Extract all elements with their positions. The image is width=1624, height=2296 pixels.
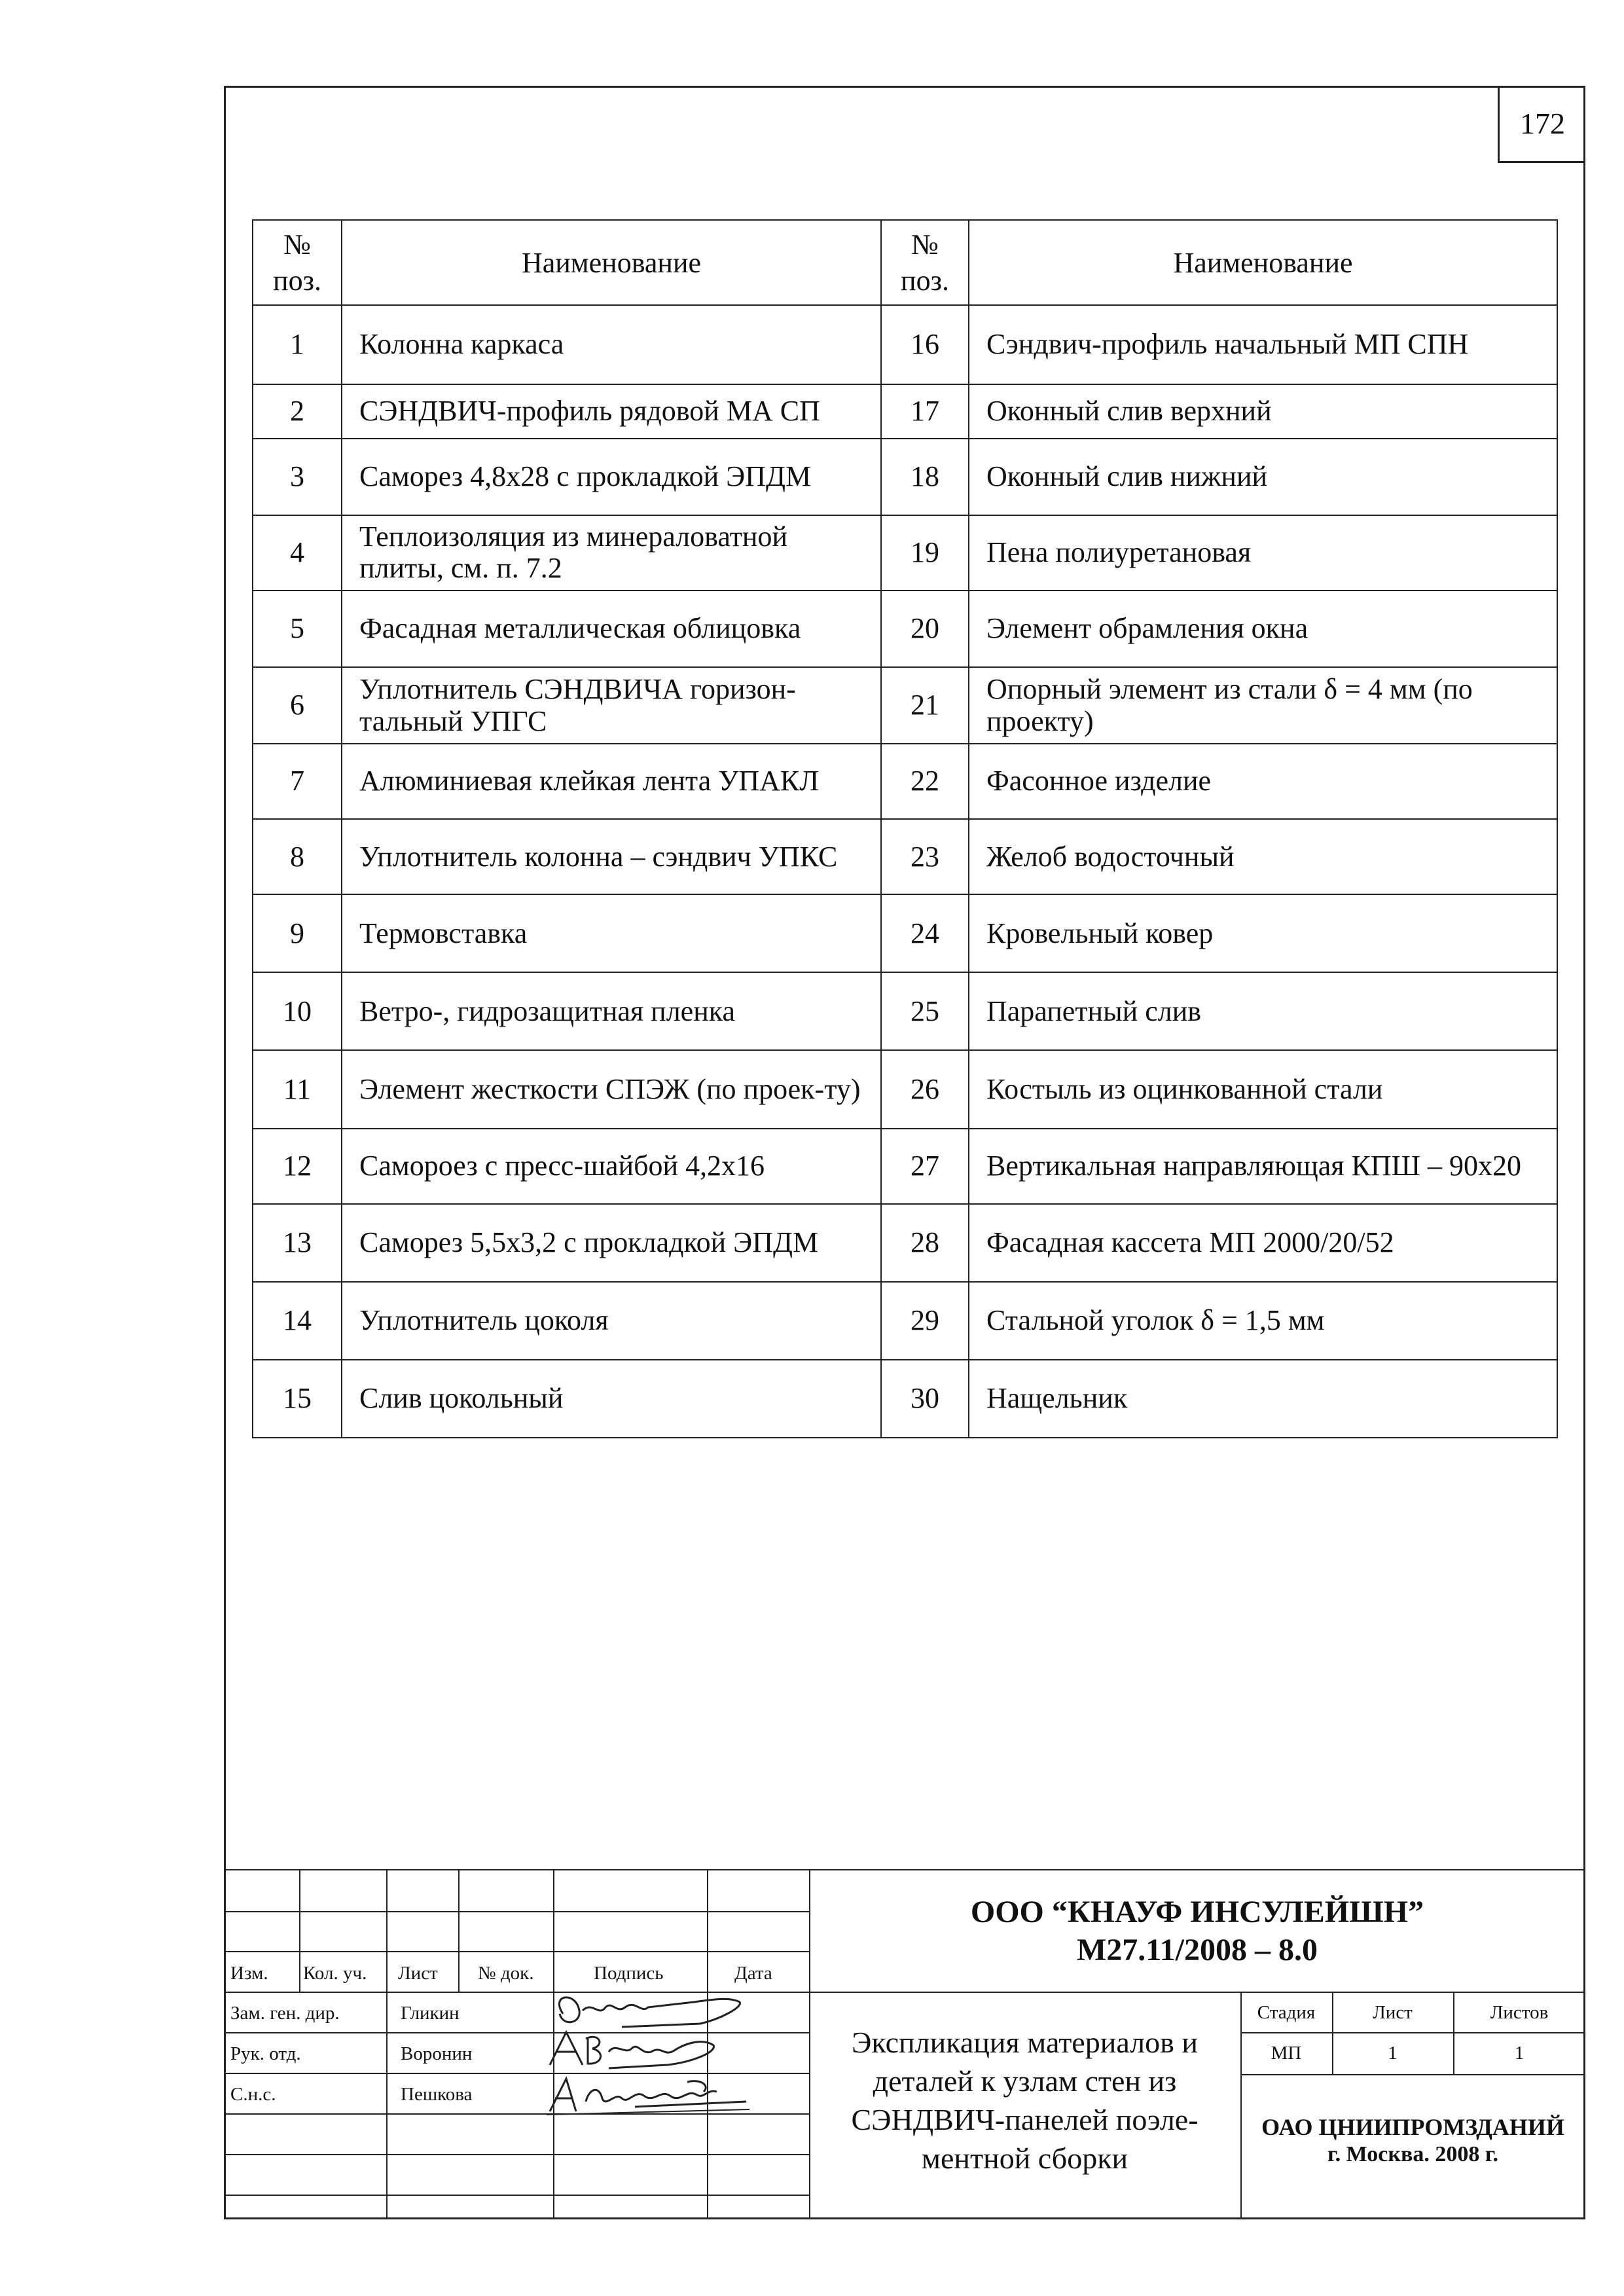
- table-row: [253, 1204, 1557, 1282]
- item-name: Пена полиуретановая: [969, 515, 1557, 591]
- item-name: Парапетный слив: [969, 972, 1557, 1050]
- item-name: Самороез с пресс-шайбой 4,2х16: [342, 1129, 881, 1204]
- position-number: 2: [253, 384, 342, 439]
- role-label: С.н.с.: [230, 2084, 276, 2105]
- podpis-label: Подпись: [594, 1963, 664, 1984]
- position-number: 22: [881, 744, 969, 819]
- organization-location: г. Москва. 2008 г.: [1327, 2142, 1498, 2166]
- person-name: Пешкова: [401, 2084, 473, 2105]
- position-number: 18: [881, 439, 969, 515]
- item-name: Колонна каркаса: [342, 305, 881, 384]
- position-number: 1: [253, 305, 342, 384]
- table-row: [253, 894, 1557, 972]
- specification-table: [252, 219, 1558, 1438]
- organization-name: ОАО ЦНИИПРОМЗДАНИЙ: [1261, 2114, 1564, 2140]
- item-name: Стальной уголок δ = 1,5 мм: [969, 1282, 1557, 1360]
- n-dok-label: № док.: [478, 1963, 534, 1984]
- table-row: [253, 515, 1557, 591]
- item-name: Фасадная кассета МП 2000/20/52: [969, 1204, 1557, 1282]
- role-label: Зам. ген. дир.: [230, 2003, 340, 2024]
- pos-column-header: № поз.: [253, 220, 342, 305]
- position-number: 6: [253, 667, 342, 744]
- position-number: 28: [881, 1204, 969, 1282]
- position-number: 29: [881, 1282, 969, 1360]
- table-row: [253, 591, 1557, 667]
- signature-peshkova-icon: [537, 2069, 759, 2121]
- position-number: 14: [253, 1282, 342, 1360]
- sheets-value: 1: [1514, 2043, 1525, 2064]
- position-number: 10: [253, 972, 342, 1050]
- item-name: Теплоизоляция из минераловатной плиты, см. п. 7.2: [342, 515, 881, 591]
- item-name: Термовставка: [342, 894, 881, 972]
- document-title-line: деталей к узлам стен из: [873, 2064, 1177, 2098]
- item-name: Оконный слив нижний: [969, 439, 1557, 515]
- list-label: Лист: [398, 1963, 438, 1984]
- item-name: Саморез 5,5х3,2 с прокладкой ЭПДМ: [342, 1204, 881, 1282]
- item-name: Сэндвич-профиль начальный МП СПН: [969, 305, 1557, 384]
- stage-value: МП: [1271, 2043, 1302, 2064]
- item-name: Уплотнитель СЭНДВИЧА горизон-тальный УПГС: [342, 667, 881, 744]
- position-number: 21: [881, 667, 969, 744]
- kol-uch-label: Кол. уч.: [303, 1963, 367, 1984]
- document-title-line: СЭНДВИЧ-панелей поэле-: [851, 2103, 1199, 2136]
- table-header-row: [253, 220, 1557, 305]
- person-name: Воронин: [401, 2043, 473, 2064]
- table-row: [253, 439, 1557, 515]
- position-number: 27: [881, 1129, 969, 1204]
- item-name: Опорный элемент из стали δ = 4 мм (по проекту): [969, 667, 1557, 744]
- name-column-header: Наименование: [969, 220, 1557, 305]
- position-number: 7: [253, 744, 342, 819]
- table-row: [253, 972, 1557, 1050]
- sheet-header: Лист: [1373, 2002, 1413, 2023]
- item-name: Уплотнитель цоколя: [342, 1282, 881, 1360]
- table-row: [253, 819, 1557, 894]
- table-row: [253, 384, 1557, 439]
- sheets-header: Листов: [1490, 2002, 1549, 2023]
- position-number: 17: [881, 384, 969, 439]
- document-title-line: ментной сборки: [921, 2141, 1128, 2175]
- table-row: [253, 1360, 1557, 1438]
- company-name: ООО “КНАУФ ИНСУЛЕЙШН”: [970, 1895, 1424, 1929]
- data-label: Дата: [734, 1963, 772, 1984]
- position-number: 13: [253, 1204, 342, 1282]
- item-name: Оконный слив верхний: [969, 384, 1557, 439]
- item-name: Костыль из оцинкованной стали: [969, 1050, 1557, 1128]
- table-row: [253, 305, 1557, 384]
- position-number: 15: [253, 1360, 342, 1438]
- position-number: 19: [881, 515, 969, 591]
- position-number: 25: [881, 972, 969, 1050]
- item-name: Фасадная металлическая облицовка: [342, 591, 881, 667]
- name-column-header: Наименование: [342, 220, 881, 305]
- position-number: 24: [881, 894, 969, 972]
- position-number: 11: [253, 1050, 342, 1128]
- page-number: 172: [1498, 86, 1585, 163]
- item-name: Ветро-, гидрозащитная пленка: [342, 972, 881, 1050]
- table-row: [253, 1129, 1557, 1204]
- table-row: [253, 667, 1557, 744]
- pos-column-header: № поз.: [881, 220, 969, 305]
- item-name: Желоб водосточный: [969, 819, 1557, 894]
- izm-label: Изм.: [230, 1963, 268, 1984]
- role-label: Рук. отд.: [230, 2043, 301, 2064]
- table-row: [253, 1050, 1557, 1128]
- item-name: Нащельник: [969, 1360, 1557, 1438]
- item-name: Вертикальная направляющая КПШ – 90х20: [969, 1129, 1557, 1204]
- table-row: [253, 744, 1557, 819]
- item-name: Фасонное изделие: [969, 744, 1557, 819]
- item-name: Кровельный ковер: [969, 894, 1557, 972]
- item-name: СЭНДВИЧ-профиль рядовой МА СП: [342, 384, 881, 439]
- position-number: 5: [253, 591, 342, 667]
- position-number: 4: [253, 515, 342, 591]
- item-name: Элемент обрамления окна: [969, 591, 1557, 667]
- document-title-line: Экспликация материалов и: [852, 2026, 1198, 2059]
- position-number: 30: [881, 1360, 969, 1438]
- item-name: Слив цокольный: [342, 1360, 881, 1438]
- document-code: М27.11/2008 – 8.0: [1077, 1933, 1318, 1967]
- position-number: 12: [253, 1129, 342, 1204]
- person-name: Гликин: [401, 2003, 460, 2024]
- item-name: Элемент жесткости СПЭЖ (по проек-ту): [342, 1050, 881, 1128]
- item-name: Уплотнитель колонна – сэндвич УПКС: [342, 819, 881, 894]
- position-number: 23: [881, 819, 969, 894]
- position-number: 20: [881, 591, 969, 667]
- position-number: 9: [253, 894, 342, 972]
- item-name: Алюминиевая клейкая лента УПАКЛ: [342, 744, 881, 819]
- position-number: 8: [253, 819, 342, 894]
- position-number: 16: [881, 305, 969, 384]
- position-number: 26: [881, 1050, 969, 1128]
- sheet-value: 1: [1388, 2043, 1398, 2064]
- item-name: Саморез 4,8х28 с прокладкой ЭПДМ: [342, 439, 881, 515]
- position-number: 3: [253, 439, 342, 515]
- stage-header: Стадия: [1257, 2002, 1316, 2023]
- table-row: [253, 1282, 1557, 1360]
